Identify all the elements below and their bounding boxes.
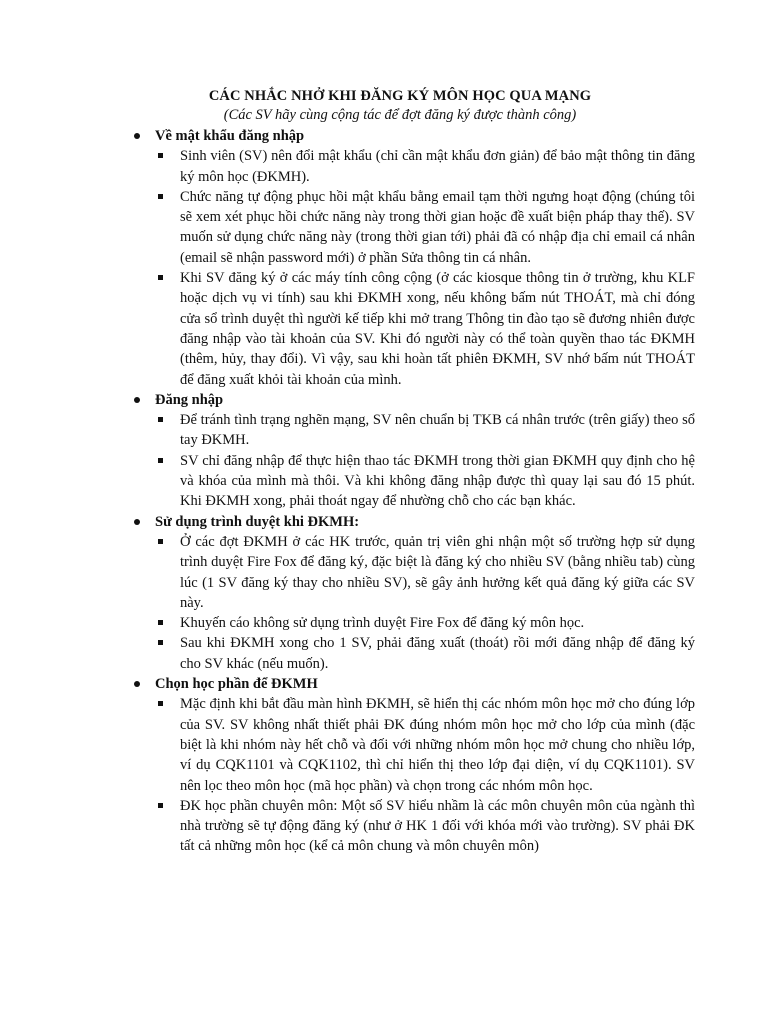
list-item-text: SV chỉ đăng nhập để thực hiện thao tác ĐKMH trong thời gian ĐKMH quy định cho hệ và khóa của mình mà thôi. Và khi không đăng nhập được thì quay lại sau đó 15 phút. Khi ĐKMH xong, phải thoát ngay để nhường chỗ cho các bạn khác.: [180, 452, 695, 510]
list-item-text: Mặc định khi bắt đầu màn hình ĐKMH, sẽ hiển thị các nhóm môn học mở cho đúng lớp của SV. SV không nhất thiết phải ĐK đúng nhóm môn học mở cho lớp của mình (đặc biệt là khi nhóm này hết chỗ và đối với những nhóm môn học mở chung cho nhiều lớp, ví dụ CQK1101 và CQK1102, thì chỉ hiển thị theo lớp đại diện, ví dụ CQK1101). SV nên lọc theo môn học (mã học phần) và chọn trong các nhóm môn học.: [180, 696, 695, 794]
document-title: CÁC NHẮC NHỞ KHI ĐĂNG KÝ MÔN HỌC QUA MẠNG: [208, 88, 592, 104]
section-heading: [131, 674, 695, 694]
list-item-text: ĐK học phần chuyên môn: Một số SV hiểu nhầm là các môn chuyên môn của ngành thì nhà trường sẽ tự động đăng ký (như ở HK 1 đối với khóa mới vào trường). SV phải ĐK tất cả những môn học (kể cả môn chung và môn chuyên môn): [180, 797, 695, 855]
section-course-selection: [131, 674, 695, 857]
square-bullet-icon: [158, 194, 163, 199]
square-bullet-icon: [158, 417, 163, 422]
section-password: [131, 126, 695, 390]
list-item-text: Để tránh tình trạng nghẽn mạng, SV nên chuẩn bị TKB cá nhân trước (trên giấy) theo sổ tay ĐKMH.: [180, 412, 695, 449]
list-item: [131, 613, 695, 633]
section-heading-text: Chọn học phần để ĐKMH: [155, 676, 318, 693]
list-item: [131, 410, 695, 451]
section-browser: [131, 512, 695, 674]
section-login: [131, 390, 695, 512]
square-bullet-icon: [158, 539, 163, 544]
section-heading-text: Đăng nhập: [155, 391, 224, 408]
section-heading: [131, 126, 695, 146]
list-item-text: Sinh viên (SV) nên đổi mật khẩu (chỉ cần mật khẩu đơn giản) để bảo mật thông tin đăng ký môn học (ĐKMH).: [180, 148, 695, 185]
list-item: [131, 796, 695, 857]
document-body: [131, 126, 695, 857]
bullet-dot-icon: [134, 397, 140, 403]
square-bullet-icon: [158, 275, 163, 280]
list-item: [131, 694, 695, 795]
list-item: [131, 187, 695, 268]
section-heading: [131, 512, 695, 532]
list-item: [131, 633, 695, 674]
bullet-dot-icon: [134, 681, 140, 687]
list-item-text: Ở các đợt ĐKMH ở các HK trước, quản trị viên ghi nhận một số trường hợp sử dụng trình duyệt Fire Fox để đăng ký, đặc biệt là đăng ký cho nhiều SV (bằng nhiều tab) cùng lúc (1 SV đăng ký thay cho nhiều SV), sẽ gây ảnh hưởng kết quả đăng ký giữa các SV này.: [180, 533, 695, 611]
square-bullet-icon: [158, 701, 163, 706]
list-item-text: Sau khi ĐKMH xong cho 1 SV, phải đăng xuất (thoát) rồi mới đăng nhập để đăng ký cho SV khác (nếu muốn).: [180, 635, 695, 672]
list-item-text: Khuyến cáo không sử dụng trình duyệt Fire Fox để đăng ký môn học.: [180, 615, 585, 632]
list-item: [131, 146, 695, 187]
section-heading: [131, 390, 695, 410]
list-item-text: Khi SV đăng ký ở các máy tính công cộng (ở các kiosque thông tin ở trường, khu KLF hoặc dịch vụ vi tính) sau khi ĐKMH xong, nếu không bấm nút THOÁT, mà chỉ đóng cửa sổ trình duyệt thì người kế tiếp khi mở trang Thông tin đào tạo sẽ đương nhiên được đăng nhập vào tài khoản của SV. Khi đó người này có thể toàn quyền thao tác ĐKMH (thêm, hủy, thay đổi). Vì vậy, sau khi hoàn tất phiên ĐKMH, SV nhớ bấm nút THOÁT để đăng xuất khỏi tài khoản của mình.: [180, 270, 695, 388]
list-item: [131, 532, 695, 613]
section-heading-text: Sử dụng trình duyệt khi ĐKMH:: [155, 513, 360, 530]
section-heading-text: Về mật khẩu đăng nhập: [155, 128, 305, 144]
bullet-dot-icon: [134, 519, 140, 525]
list-item: [131, 268, 695, 390]
bullet-dot-icon: [134, 133, 140, 139]
square-bullet-icon: [158, 458, 163, 463]
list-item-text: Chức năng tự động phục hồi mật khẩu bằng email tạm thời ngưng hoạt động (chúng tôi sẽ xem xét phục hồi chức năng này trong thời gian hoặc đề xuất biện pháp thay thế). SV muốn sử dụng chức năng này (trong thời gian tới) phải đã có nhập địa chỉ email cá nhân (email sẽ nhận password mới) ở phần Sửa thông tin cá nhân.: [180, 188, 695, 266]
document-subtitle: (Các SV hãy cùng cộng tác để đợt đăng ký được thành công): [223, 107, 577, 123]
square-bullet-icon: [158, 153, 163, 158]
square-bullet-icon: [158, 640, 163, 645]
square-bullet-icon: [158, 620, 163, 625]
square-bullet-icon: [158, 803, 163, 808]
list-item: [131, 451, 695, 512]
